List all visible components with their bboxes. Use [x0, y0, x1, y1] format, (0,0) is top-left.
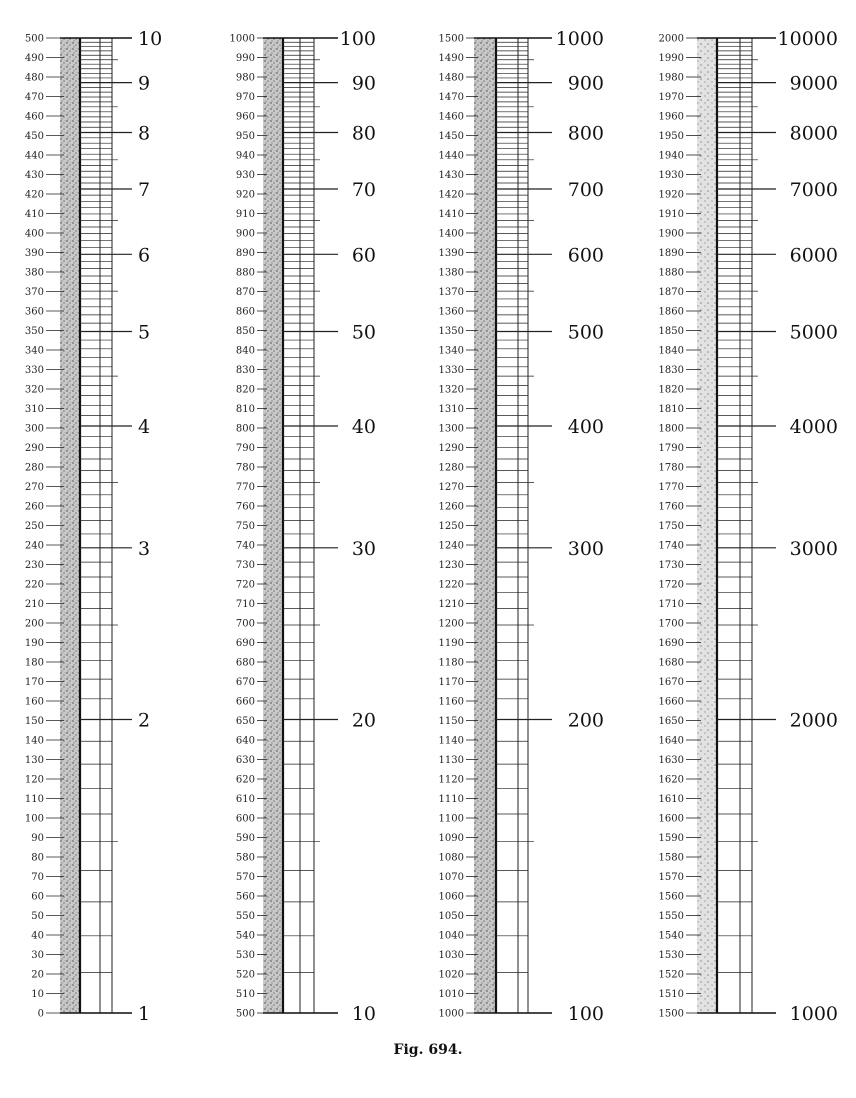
left-tick-label: 1680	[658, 657, 684, 669]
left-tick-label: 280	[24, 462, 44, 474]
left-tick-label: 1280	[438, 462, 464, 474]
scale-column-4	[659, 28, 838, 1025]
left-tick-label: 40	[31, 930, 44, 942]
left-tick-label: 100	[24, 813, 44, 825]
left-tick-label: 870	[235, 287, 255, 298]
right-scale-label: 1	[138, 1003, 151, 1025]
left-tick-label: 1950	[658, 131, 684, 142]
right-scale-label: 8	[138, 122, 151, 145]
left-tick-label: 1120	[438, 774, 464, 786]
right-scale-label: 400	[567, 415, 604, 438]
left-tick-label: 1670	[658, 677, 684, 688]
left-tick-label: 310	[24, 404, 44, 415]
left-tick-label: 1290	[438, 443, 464, 454]
left-tick-label: 1520	[658, 969, 684, 981]
right-scale-label: 1000	[555, 28, 604, 50]
left-tick-label: 400	[24, 228, 44, 240]
right-scale-label: 20	[351, 709, 376, 732]
left-tick-label: 620	[235, 774, 255, 786]
left-tick-label: 840	[235, 345, 255, 357]
left-tick-label: 1360	[438, 306, 464, 318]
left-tick-label: 930	[235, 170, 255, 181]
left-tick-label: 680	[235, 657, 255, 669]
left-tick-label: 2000	[658, 33, 684, 45]
left-tick-label: 1220	[438, 579, 464, 591]
left-tick-label: 1000	[438, 1008, 464, 1020]
right-scale-label: 10	[351, 1003, 376, 1025]
left-tick-label: 710	[235, 599, 255, 610]
left-tick-label: 630	[235, 755, 255, 766]
right-scale-label: 300	[567, 537, 604, 560]
left-tick-label: 810	[235, 404, 255, 415]
left-tick-label: 270	[24, 482, 44, 493]
left-tick-label: 460	[24, 111, 44, 123]
left-tick-label: 410	[24, 209, 44, 220]
left-tick-label: 1050	[438, 911, 464, 922]
left-tick-label: 610	[235, 794, 255, 805]
left-tick-label: 480	[24, 72, 44, 84]
left-tick-label: 990	[235, 53, 255, 64]
right-scale-label: 2000	[789, 709, 838, 732]
left-tick-label: 1430	[438, 170, 464, 181]
left-tick-label: 1780	[658, 462, 684, 474]
left-tick-label: 730	[235, 560, 255, 571]
left-tick-label: 570	[235, 872, 255, 883]
left-tick-label: 1460	[438, 111, 464, 123]
left-tick-label: 1580	[658, 852, 684, 864]
left-tick-label: 1440	[438, 150, 464, 162]
left-tick-label: 720	[235, 579, 255, 591]
left-tick-label: 80	[31, 852, 44, 864]
left-tick-label: 830	[235, 365, 255, 376]
left-tick-label: 1070	[438, 872, 464, 883]
left-tick-label: 1660	[658, 696, 684, 708]
left-tick-label: 560	[235, 891, 255, 903]
left-tick-label: 1170	[438, 677, 464, 688]
left-tick-label: 1060	[438, 891, 464, 903]
left-tick-label: 1770	[658, 482, 684, 493]
left-tick-label: 1310	[438, 404, 464, 415]
left-tick-label: 490	[24, 53, 44, 64]
left-tick-label: 1760	[658, 501, 684, 513]
left-tick-label: 1820	[658, 384, 684, 396]
left-tick-label: 500	[235, 1008, 255, 1020]
right-scale-label: 600	[567, 244, 604, 267]
left-tick-label: 1300	[438, 423, 464, 435]
right-scale-label: 7	[138, 179, 151, 202]
right-scale-label: 3000	[789, 537, 838, 560]
right-scale-label: 700	[567, 179, 604, 202]
left-tick-label: 940	[235, 150, 255, 162]
left-tick-label: 1370	[438, 287, 464, 298]
left-tick-label: 1640	[658, 735, 684, 747]
left-tick-label: 700	[235, 618, 255, 630]
left-tick-label: 740	[235, 540, 255, 552]
left-tick-label: 360	[24, 306, 44, 318]
right-scale-label: 5	[138, 321, 151, 344]
right-scale-label: 10	[138, 28, 163, 50]
right-scale-label: 800	[567, 122, 604, 145]
left-tick-label: 1690	[658, 638, 684, 649]
left-tick-label: 1880	[658, 267, 684, 279]
left-tick-label: 1090	[438, 833, 464, 844]
left-tick-label: 880	[235, 267, 255, 279]
left-tick-label: 340	[24, 345, 44, 357]
left-tick-label: 1550	[658, 911, 684, 922]
left-tick-label: 860	[235, 306, 255, 318]
left-tick-label: 1250	[438, 521, 464, 532]
left-tick-label: 1500	[438, 33, 464, 45]
scale-column-1	[25, 28, 162, 1025]
right-scale-label: 900	[567, 72, 604, 95]
scale-column-2	[230, 28, 376, 1025]
left-tick-label: 290	[24, 443, 44, 454]
left-tick-label: 1810	[658, 404, 684, 415]
left-tick-label: 370	[24, 287, 44, 298]
left-tick-label: 1510	[658, 989, 684, 1000]
left-tick-label: 760	[235, 501, 255, 513]
left-tick-label: 690	[235, 638, 255, 649]
left-tick-label: 430	[24, 170, 44, 181]
left-tick-label: 650	[235, 716, 255, 727]
left-tick-label: 1180	[438, 657, 464, 669]
left-tick-label: 380	[24, 267, 44, 279]
right-scale-label: 70	[351, 179, 376, 202]
left-tick-label: 350	[24, 326, 44, 337]
left-tick-label: 1130	[438, 755, 464, 766]
left-tick-label: 1410	[438, 209, 464, 220]
left-tick-label: 250	[24, 521, 44, 532]
right-scale-label: 9000	[789, 72, 838, 95]
left-tick-label: 110	[24, 794, 44, 805]
left-tick-label: 1540	[658, 930, 684, 942]
left-tick-label: 1200	[438, 618, 464, 630]
right-scale-label: 6	[138, 244, 151, 267]
left-tick-label: 1920	[658, 189, 684, 201]
left-tick-label: 1590	[658, 833, 684, 844]
right-scale-label: 50	[351, 321, 376, 344]
left-tick-label: 1080	[438, 852, 464, 864]
left-tick-label: 750	[235, 521, 255, 532]
left-tick-label: 260	[24, 501, 44, 513]
right-scale-label: 40	[351, 415, 376, 438]
left-tick-label: 1630	[658, 755, 684, 766]
left-tick-label: 820	[235, 384, 255, 396]
left-tick-label: 1450	[438, 131, 464, 142]
left-tick-label: 1840	[658, 345, 684, 357]
left-tick-label: 1980	[658, 72, 684, 84]
figure-caption: Fig. 694.	[393, 1042, 463, 1058]
left-tick-label: 770	[235, 482, 255, 493]
left-tick-label: 240	[24, 540, 44, 552]
left-tick-label: 1910	[658, 209, 684, 220]
left-tick-label: 580	[235, 852, 255, 864]
left-tick-label: 1190	[438, 638, 464, 649]
left-tick-label: 330	[24, 365, 44, 376]
left-tick-label: 1610	[658, 794, 684, 805]
left-tick-label: 1930	[658, 170, 684, 181]
left-tick-label: 1960	[658, 111, 684, 123]
left-tick-label: 1160	[438, 696, 464, 708]
left-tick-label: 150	[24, 716, 44, 727]
right-scale-label: 4	[138, 415, 151, 438]
left-tick-label: 1990	[658, 53, 684, 64]
left-tick-label: 210	[24, 599, 44, 610]
left-tick-label: 1800	[658, 423, 684, 435]
left-tick-label: 20	[31, 969, 44, 981]
left-tick-label: 190	[24, 638, 44, 649]
left-tick-label: 1320	[438, 384, 464, 396]
left-tick-label: 500	[24, 33, 44, 45]
left-tick-label: 530	[235, 950, 255, 961]
right-scale-label: 60	[351, 244, 376, 267]
left-tick-label: 1870	[658, 287, 684, 298]
left-tick-label: 1850	[658, 326, 684, 337]
right-scale-label: 2	[138, 709, 151, 732]
left-tick-label: 0	[37, 1008, 44, 1020]
left-tick-label: 470	[24, 92, 44, 103]
left-tick-label: 1210	[438, 599, 464, 610]
right-scale-label: 7000	[789, 179, 838, 202]
left-tick-label: 60	[31, 891, 44, 903]
left-tick-label: 670	[235, 677, 255, 688]
left-tick-label: 660	[235, 696, 255, 708]
left-tick-label: 90	[31, 833, 44, 844]
left-tick-label: 890	[235, 248, 255, 259]
left-tick-label: 1570	[658, 872, 684, 883]
left-tick-label: 1480	[438, 72, 464, 84]
left-tick-label: 1000	[229, 33, 255, 45]
right-scale-label: 9	[138, 72, 151, 95]
right-scale-label: 8000	[789, 122, 838, 145]
right-scale-label: 100	[567, 1003, 604, 1025]
left-tick-label: 1620	[658, 774, 684, 786]
left-tick-label: 1900	[658, 228, 684, 240]
right-scale-label: 90	[351, 72, 376, 95]
left-tick-label: 130	[24, 755, 44, 766]
left-tick-label: 1030	[438, 950, 464, 961]
right-scale-label: 30	[351, 537, 376, 560]
left-tick-label: 1380	[438, 267, 464, 279]
left-tick-label: 970	[235, 92, 255, 103]
left-tick-label: 1530	[658, 950, 684, 961]
left-tick-label: 1750	[658, 521, 684, 532]
left-tick-label: 1040	[438, 930, 464, 942]
left-tick-label: 640	[235, 735, 255, 747]
left-tick-label: 1710	[658, 599, 684, 610]
left-tick-label: 510	[235, 989, 255, 1000]
left-tick-label: 790	[235, 443, 255, 454]
left-tick-label: 30	[31, 950, 44, 961]
left-tick-label: 390	[24, 248, 44, 259]
left-tick-label: 850	[235, 326, 255, 337]
left-tick-label: 1940	[658, 150, 684, 162]
left-tick-label: 1890	[658, 248, 684, 259]
right-scale-label: 200	[567, 709, 604, 732]
left-tick-label: 160	[24, 696, 44, 708]
left-tick-label: 960	[235, 111, 255, 123]
left-tick-label: 10	[31, 989, 44, 1000]
left-tick-label: 1110	[438, 794, 464, 805]
right-scale-label: 10000	[777, 28, 838, 50]
left-tick-label: 320	[24, 384, 44, 396]
left-tick-label: 1260	[438, 501, 464, 513]
left-tick-label: 1140	[438, 735, 464, 747]
left-tick-label: 1330	[438, 365, 464, 376]
left-tick-label: 1790	[658, 443, 684, 454]
left-tick-label: 230	[24, 560, 44, 571]
left-tick-label: 800	[235, 423, 255, 435]
left-tick-label: 1720	[658, 579, 684, 591]
left-tick-label: 1860	[658, 306, 684, 318]
right-scale-label: 6000	[789, 244, 838, 267]
right-scale-label: 5000	[789, 321, 838, 344]
left-tick-label: 1420	[438, 189, 464, 201]
left-tick-label: 1830	[658, 365, 684, 376]
left-tick-label: 1730	[658, 560, 684, 571]
right-scale-label: 80	[351, 122, 376, 145]
left-tick-label: 950	[235, 131, 255, 142]
left-tick-label: 600	[235, 813, 255, 825]
left-tick-label: 1600	[658, 813, 684, 825]
right-scale-label: 500	[567, 321, 604, 344]
left-tick-label: 1560	[658, 891, 684, 903]
left-tick-label: 140	[24, 735, 44, 747]
left-tick-label: 120	[24, 774, 44, 786]
left-tick-label: 1400	[438, 228, 464, 240]
left-tick-label: 920	[235, 189, 255, 201]
right-scale-label: 4000	[789, 415, 838, 438]
left-tick-label: 1490	[438, 53, 464, 64]
left-tick-label: 70	[31, 872, 44, 883]
left-tick-label: 1100	[438, 813, 464, 825]
left-tick-label: 440	[24, 150, 44, 162]
left-tick-label: 220	[24, 579, 44, 591]
left-tick-label: 1150	[438, 716, 464, 727]
left-tick-label: 300	[24, 423, 44, 435]
left-tick-label: 780	[235, 462, 255, 474]
left-tick-label: 1740	[658, 540, 684, 552]
left-tick-label: 200	[24, 618, 44, 630]
left-tick-label: 420	[24, 189, 44, 201]
left-tick-label: 550	[235, 911, 255, 922]
left-tick-label: 50	[31, 911, 44, 922]
left-tick-label: 450	[24, 131, 44, 142]
left-tick-label: 1500	[658, 1008, 684, 1020]
left-tick-label: 910	[235, 209, 255, 220]
left-tick-label: 1970	[658, 92, 684, 103]
left-tick-label: 590	[235, 833, 255, 844]
left-tick-label: 520	[235, 969, 255, 981]
right-scale-label: 3	[138, 537, 151, 560]
left-tick-label: 1340	[438, 345, 464, 357]
left-tick-label: 1700	[658, 618, 684, 630]
left-tick-label: 900	[235, 228, 255, 240]
left-tick-label: 1390	[438, 248, 464, 259]
left-tick-label: 980	[235, 72, 255, 84]
left-tick-label: 1020	[438, 969, 464, 981]
left-tick-label: 540	[235, 930, 255, 942]
left-tick-label: 180	[24, 657, 44, 669]
left-tick-label: 1010	[438, 989, 464, 1000]
scale-column-3	[439, 28, 604, 1025]
left-tick-label: 1650	[658, 716, 684, 727]
right-scale-label: 100	[339, 28, 376, 50]
left-tick-label: 1270	[438, 482, 464, 493]
left-tick-label: 1240	[438, 540, 464, 552]
left-tick-label: 1230	[438, 560, 464, 571]
right-scale-label: 1000	[789, 1003, 838, 1025]
left-tick-label: 1470	[438, 92, 464, 103]
left-tick-label: 1350	[438, 326, 464, 337]
left-tick-label: 170	[24, 677, 44, 688]
